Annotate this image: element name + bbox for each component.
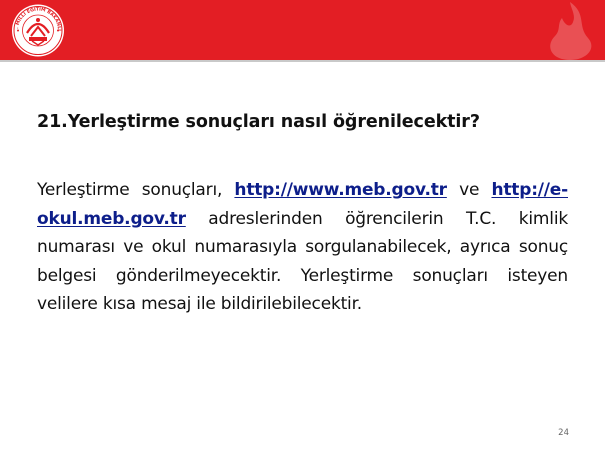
logo-text: . MİLLİ EĞİTİM BAKANLI bbox=[15, 7, 62, 32]
answer-paragraph bbox=[37, 176, 568, 319]
answer-text-3: adreslerinden öğrencilerin T.C. kimlik numarası ve okul numarasıyla sorgulanabilecek, ayrıca sonuç belgesi gönderilmeyecektir. Yerleştirme sonuçları isteyen velilere kısa mesaj ile bildirilebilecektir. bbox=[37, 208, 568, 315]
flame-decoration-icon bbox=[515, 0, 605, 60]
answer-text-2: ve bbox=[446, 180, 492, 200]
header-bar bbox=[0, 0, 605, 60]
question-heading: 21.Yerleştirme sonuçları nasıl öğrenilecektir? bbox=[37, 112, 480, 132]
header-divider bbox=[0, 60, 605, 62]
meb-website-link[interactable]: http://www.meb.gov.tr bbox=[234, 180, 447, 200]
answer-text-1: Yerleştirme sonuçları, bbox=[37, 180, 235, 200]
e-okul-website-link[interactable]: http://e-okul.meb.gov.tr bbox=[37, 180, 568, 229]
page-number: 24 bbox=[558, 428, 569, 438]
meb-emblem-icon bbox=[9, 3, 67, 58]
